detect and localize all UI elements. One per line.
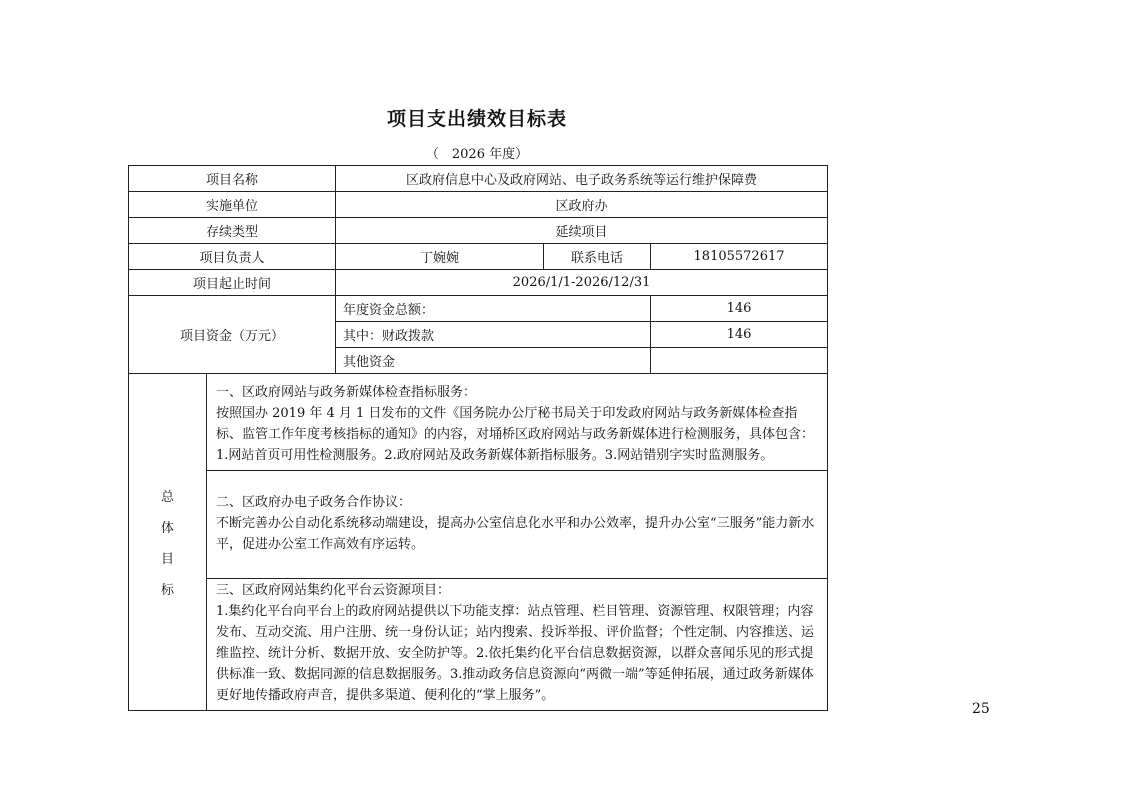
row-leader bbox=[129, 244, 828, 270]
overall-goal-label bbox=[129, 374, 207, 711]
funds-other-label: 其他资金 bbox=[336, 348, 651, 374]
goal-label-char: 标 bbox=[160, 583, 174, 598]
goal-label-char: 目 bbox=[160, 552, 174, 567]
row-goal-2 bbox=[129, 471, 828, 579]
funds-fiscal-label: 其中：财政拨款 bbox=[336, 322, 651, 348]
period-value: 2026/1/1-2026/12/31 bbox=[336, 270, 828, 296]
page-number: 25 bbox=[972, 701, 990, 717]
row-goal-1 bbox=[129, 374, 828, 471]
goal-3 bbox=[207, 579, 828, 711]
performance-table bbox=[128, 165, 828, 711]
leader-value: 丁婉婉 bbox=[336, 244, 544, 270]
goal-2 bbox=[207, 471, 828, 579]
goal-1 bbox=[207, 374, 828, 471]
goal-1-body: 按照国办 2019 年 4 月 1 日发布的文件《国务院办公厅秘书局关于印发政府网站与政务新媒体检查指标、监管工作年度考核指标的通知》的内容，对埇桥区政府网站与政务新媒体进行检测服务，具体包含：1.网站首页可用性检测服务。2.政府网站及政务新媒体新指标服务。3.网站错别字实时监测服务。 bbox=[216, 406, 815, 463]
project-name-value: 区政府信息中心及政府网站、电子政务系统等运行维护保障费 bbox=[336, 166, 828, 192]
funds-fiscal-value: 146 bbox=[651, 322, 828, 348]
document-title: 项目支出绩效目标表 bbox=[386, 108, 567, 130]
row-project-name bbox=[129, 166, 828, 192]
phone-label: 联系电话 bbox=[544, 244, 651, 270]
period-label: 项目起止时间 bbox=[129, 270, 336, 296]
type-value: 延续项目 bbox=[336, 218, 828, 244]
goal-2-body: 不断完善办公自动化系统移动端建设，提高办公室信息化水平和办公效率，提升办公室“三服务”能力新水平，促进办公室工作高效有序运转。 bbox=[216, 516, 815, 552]
row-period bbox=[129, 270, 828, 296]
goal-2-title: 二、区政府办电子政务合作协议： bbox=[216, 495, 412, 510]
goal-label-char: 总 bbox=[160, 490, 174, 505]
funds-total-label: 年度资金总额： bbox=[336, 296, 651, 322]
leader-label: 项目负责人 bbox=[129, 244, 336, 270]
unit-value: 区政府办 bbox=[336, 192, 828, 218]
funds-label: 项目资金（万元） bbox=[129, 296, 336, 374]
funds-other-value bbox=[651, 348, 828, 374]
row-goal-3 bbox=[129, 579, 828, 711]
phone-value: 18105572617 bbox=[651, 244, 828, 270]
row-funds-total bbox=[129, 296, 828, 322]
goal-label-char: 体 bbox=[160, 521, 174, 536]
year-line: （ 2026 年度） bbox=[425, 147, 529, 162]
type-label: 存续类型 bbox=[129, 218, 336, 244]
project-name-label: 项目名称 bbox=[129, 166, 336, 192]
goal-3-body: 1.集约化平台向平台上的政府网站提供以下功能支撑：站点管理、栏目管理、资源管理、权限管理；内容发布、互动交流、用户注册、统一身份认证；站内搜索、投诉举报、评价监督；个性定制、内容推送、运维监控、统计分析、数据开放、安全防护等。2.依托集约化平台信息数据资源，以群众喜闻乐见的形式提供标准一致、数据同源的信息数据服务。3.推动政务信息资源向“两微一端”等延伸拓展，通过政务新媒体更好地传播政府声音，提供多渠道、便利化的“掌上服务”。 bbox=[216, 604, 815, 703]
goal-3-title: 三、区政府网站集约化平台云资源项目： bbox=[216, 583, 451, 598]
unit-label: 实施单位 bbox=[129, 192, 336, 218]
funds-total-value: 146 bbox=[651, 296, 828, 322]
row-type bbox=[129, 218, 828, 244]
row-unit bbox=[129, 192, 828, 218]
goal-1-title: 一、区政府网站与政务新媒体检查指标服务： bbox=[216, 385, 477, 400]
